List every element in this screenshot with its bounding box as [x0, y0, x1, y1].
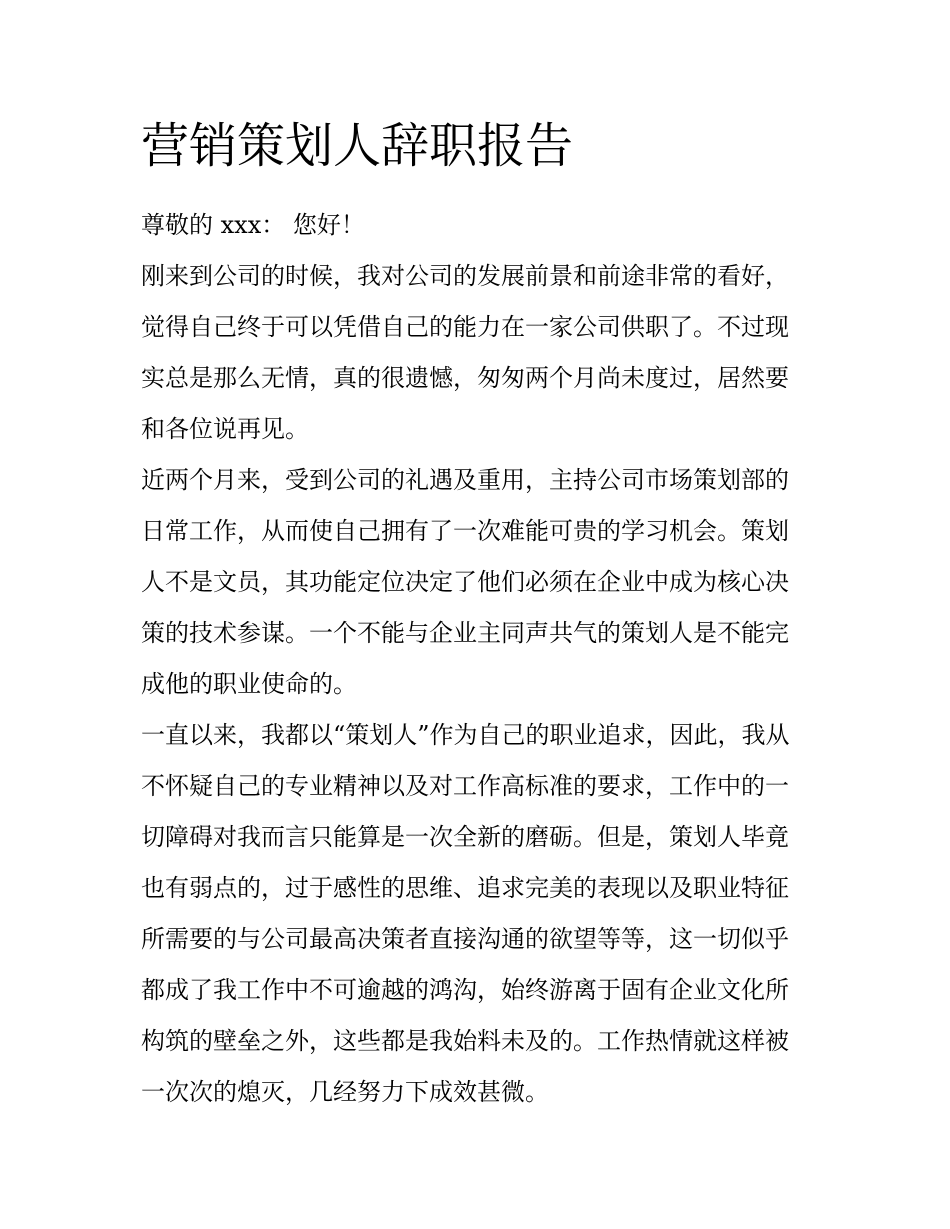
paragraph-line: 日常工作，从而使自己拥有了一次难能可贵的学习机会。策划: [141, 517, 789, 545]
paragraph-line: 近两个月来，受到公司的礼遇及重用，主持公司市场策划部的: [141, 466, 789, 494]
document-title: 营销策划人辞职报告: [141, 118, 574, 174]
paragraph-line: 都成了我工作中不可逾越的鸿沟，始终游离于固有企业文化所: [141, 976, 789, 1004]
paragraph-line: 和各位说再见。: [141, 415, 309, 443]
paragraph-line: 一次次的熄灭，几经努力下成效甚微。: [141, 1078, 549, 1106]
paragraph-line: 觉得自己终于可以凭借自己的能力在一家公司供职了。不过现: [141, 313, 789, 341]
paragraph-line: 策的技术参谋。一个不能与企业主同声共气的策划人是不能完: [141, 619, 789, 647]
paragraph-line: 所需要的与公司最高决策者直接沟通的欲望等等，这一切似乎: [141, 925, 789, 953]
paragraph-line: 一直以来，我都以“策划人”作为自己的职业追求，因此，我从: [141, 721, 790, 749]
greeting-line: 尊敬的 xxx： 您好！: [141, 211, 365, 239]
paragraph-line: 也有弱点的，过于感性的思维、追求完美的表现以及职业特征: [141, 874, 789, 902]
paragraph-line: 人不是文员，其功能定位决定了他们必须在企业中成为核心决: [141, 568, 789, 596]
paragraph-line: 构筑的壁垒之外，这些都是我始料未及的。工作热情就这样被: [141, 1027, 789, 1055]
document-body: [141, 200, 821, 1118]
paragraph-line: 刚来到公司的时候，我对公司的发展前景和前途非常的看好，: [141, 262, 789, 290]
paragraph-line: 实总是那么无情，真的很遗憾，匆匆两个月尚未度过，居然要: [141, 364, 789, 392]
paragraph-line: 成他的职业使命的。: [141, 670, 357, 698]
paragraph-line: 不怀疑自己的专业精神以及对工作高标准的要求，工作中的一: [141, 772, 789, 800]
paragraph-line: 切障碍对我而言只能算是一次全新的磨砺。但是，策划人毕竟: [141, 823, 789, 851]
